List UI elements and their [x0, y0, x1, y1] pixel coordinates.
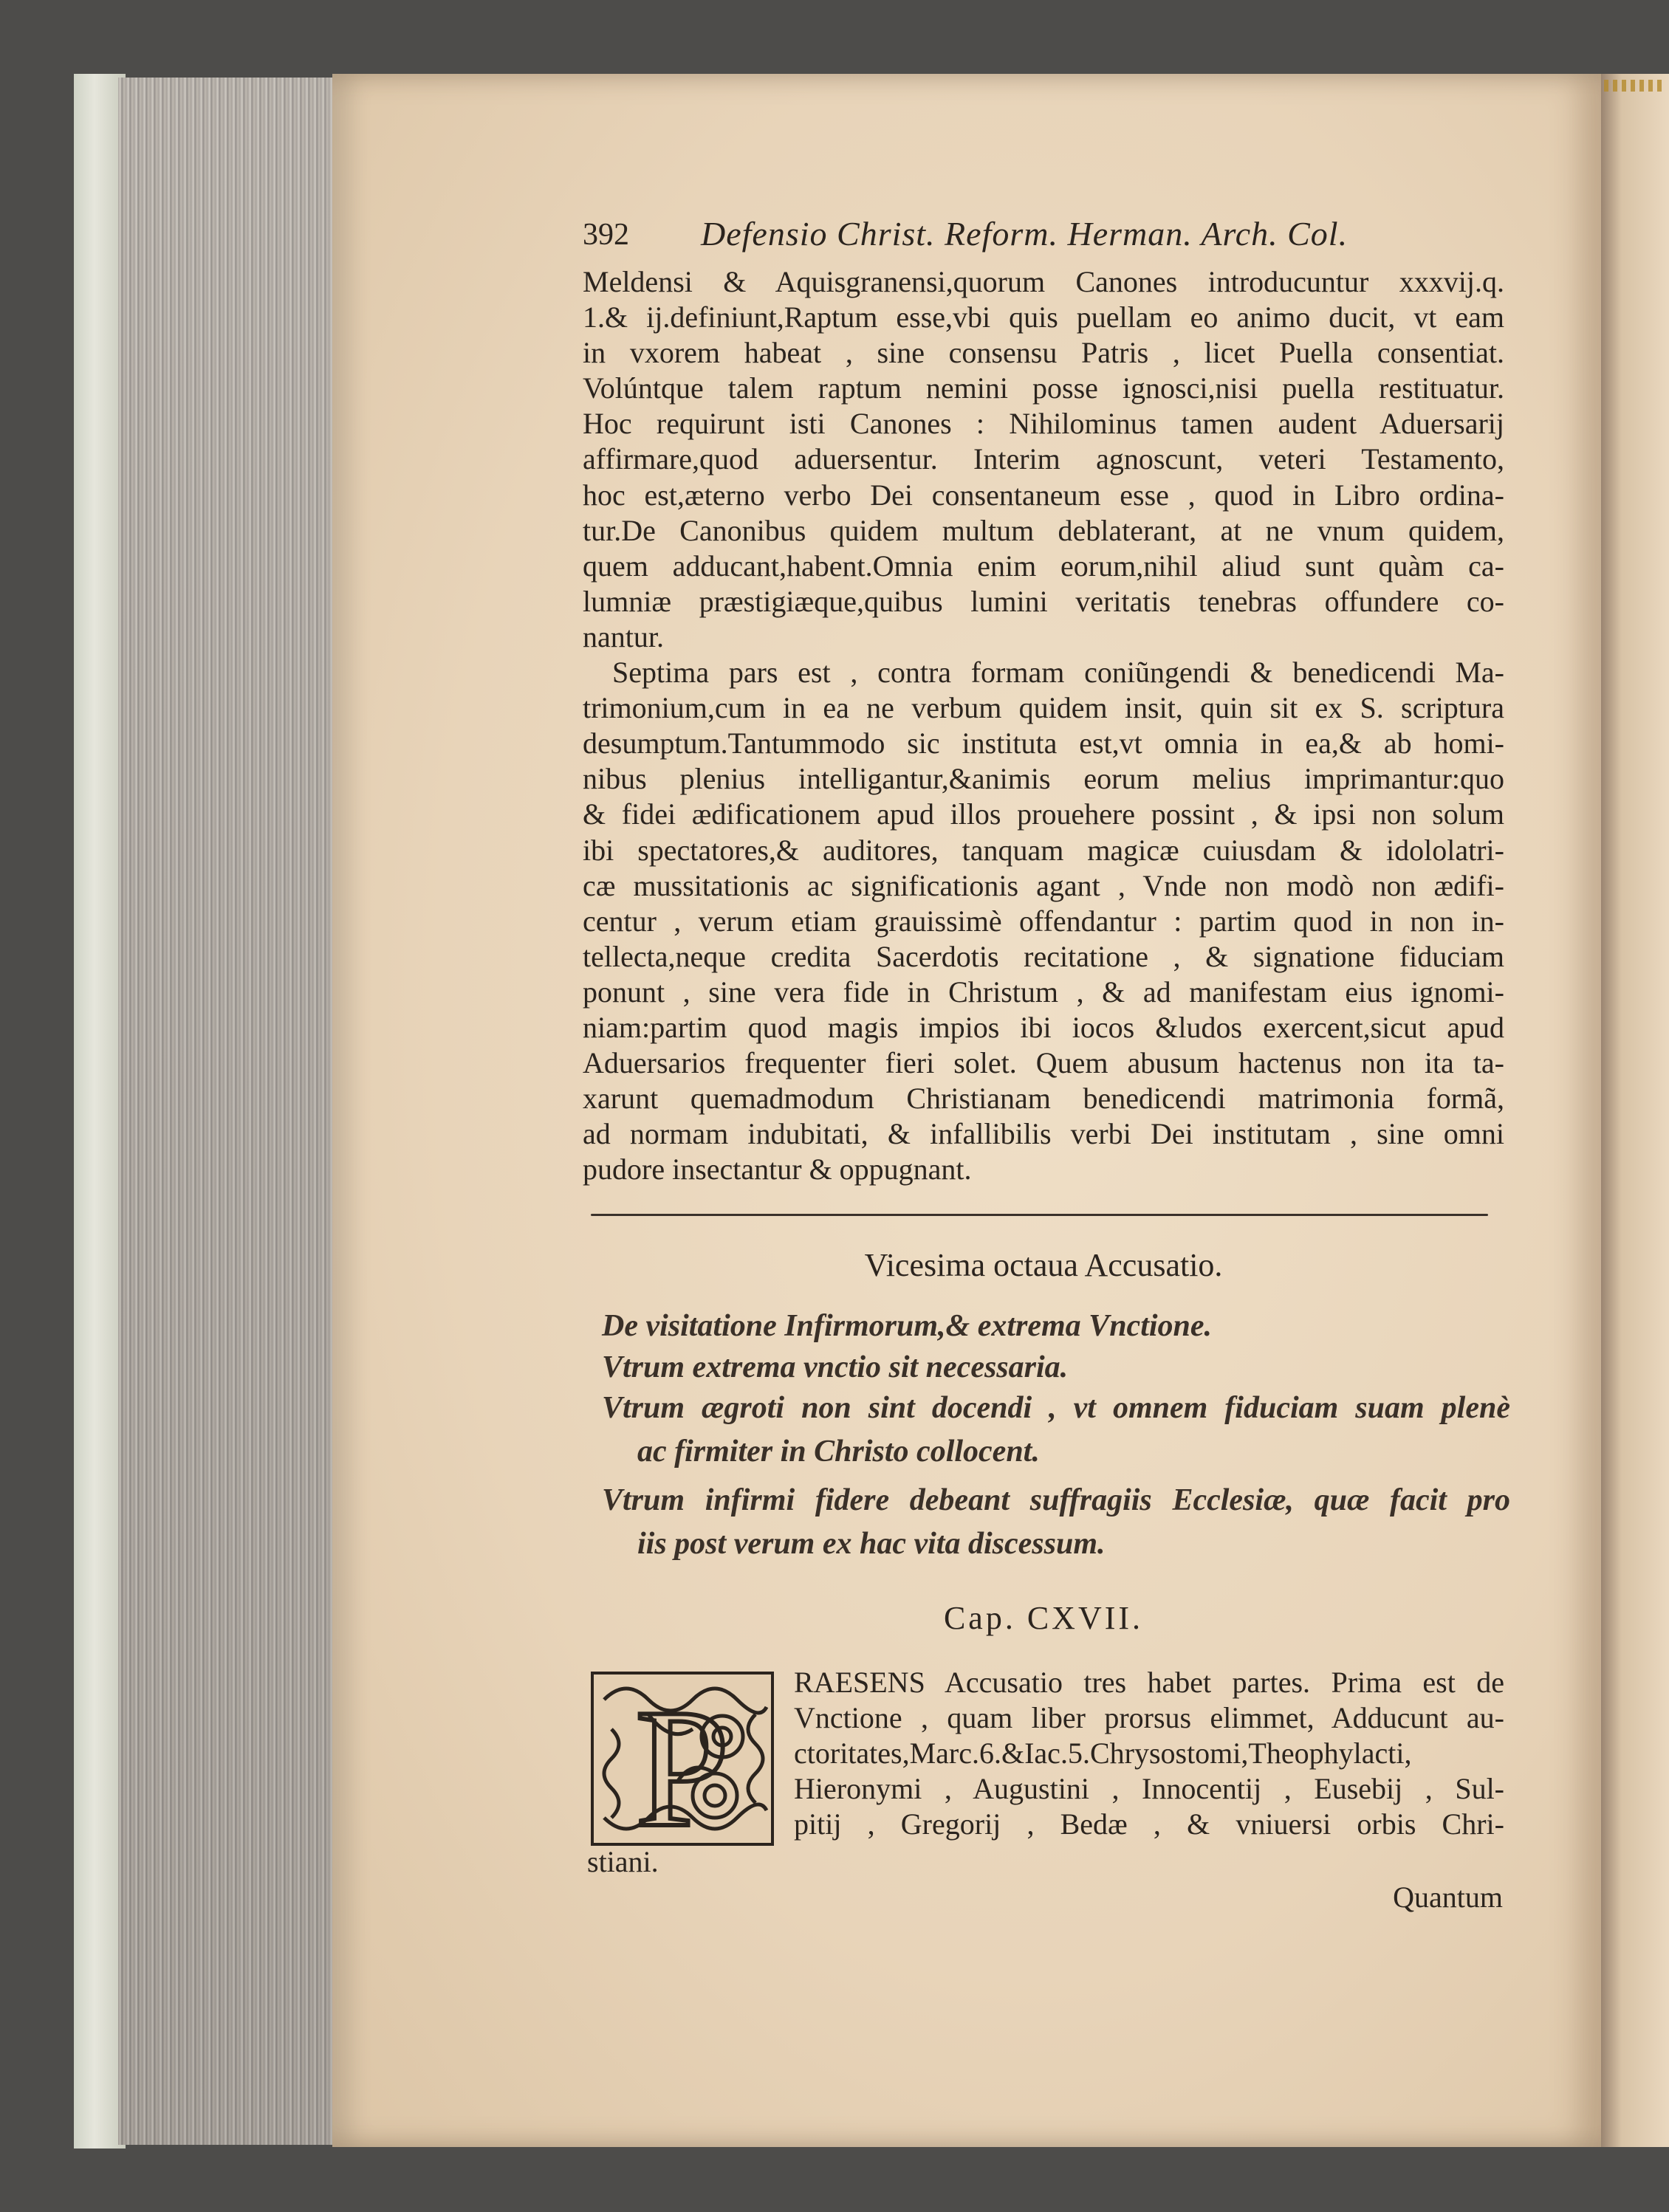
drop-cap-ornament	[589, 1670, 775, 1847]
text-line: lumniæ præstigiæque,quibus lumini veritatis tenebras offundere co-	[583, 584, 1504, 618]
topic-line: iis post verum ex hac vita discessum.	[637, 1527, 1106, 1561]
topic-line: De visitatione Infirmorum,& extrema Vnctione.	[602, 1309, 1213, 1343]
text-line: cæ mussitationis ac significationis agant , Vnde non modò non ædifi-	[583, 868, 1504, 902]
text-line: xarunt quemadmodum Christianam benedicendi matrimonia formã,	[583, 1082, 1504, 1116]
text-line: & fidei ædificationem apud illos prouehere possint , & ipsi non solum	[583, 797, 1504, 831]
topic-line: Vtrum infirmi fidere debeant suffragiis Ecclesiæ, quæ facit pro	[602, 1483, 1510, 1517]
text-line: Volúntque talem raptum nemini posse ignosci,nisi puella restituatur.	[583, 371, 1504, 405]
headband-ornament	[1604, 80, 1663, 92]
text-line: pudore insectantur & oppugnant.	[583, 1153, 972, 1186]
topic-line: ac firmiter in Christo collocent.	[637, 1435, 1040, 1469]
section-divider-rule	[591, 1214, 1488, 1216]
text-line: 1.& ij.definiunt,Raptum esse,vbi quis puellam eo animo ducit, vt eam	[583, 300, 1504, 334]
page-number: 392	[583, 218, 629, 252]
text-line: tur.De Canonibus quidem multum deblaterant, at ne vnum quidem,	[583, 513, 1504, 547]
page-fore-edges	[118, 78, 347, 2145]
text-line: nibus plenius intelligantur,&animis eorum melius imprimantur:quo	[583, 762, 1504, 796]
text-line: Vnctione , quam liber prorsus elimmet, Adducunt au-	[794, 1701, 1504, 1734]
text-line: Hoc requirunt isti Canones : Nihilominus tamen audent Aduersarij	[583, 407, 1504, 441]
running-title: Defensio Christ. Reform. Herman. Arch. Col.	[701, 215, 1348, 253]
chapter-heading: Cap. CXVII.	[943, 1600, 1144, 1636]
chapter-paragraph-last-line: stiani.	[587, 1845, 659, 1878]
text-line: Septima pars est , contra formam coniũngendi & benedicendi Ma-	[612, 656, 1504, 690]
text-line: niam:partim quod magis impios ibi iocos &ludos exercent,sicut apud	[583, 1010, 1504, 1044]
running-header	[583, 214, 1506, 258]
topic-line: Vtrum ægroti non sint docendi , vt omnem fiduciam suam plenè	[602, 1391, 1510, 1425]
text-line: ponunt , sine vera fide in Christum , & ad manifestam eius ignomi-	[583, 975, 1504, 1009]
text-line: trimonium,cum in ea ne verbum quidem insit, quin sit ex S. scriptura	[583, 691, 1504, 725]
text-line: quem adducant,habent.Omnia enim eorum,nihil aliud sunt quàm ca-	[583, 549, 1504, 583]
section-heading: Vicesima octaua Accusatio.	[864, 1247, 1223, 1283]
text-line: Meldensi & Aquisgranensi,quorum Canones introducuntur xxxvij.q.	[583, 265, 1504, 298]
drop-cap-letter: P	[635, 1674, 730, 1847]
catchword: Quantum	[1393, 1880, 1503, 1914]
text-line: desumptum.Tantummodo sic instituta est,vt omnia in ea,& ab homi-	[583, 727, 1504, 760]
topic-line: Vtrum extrema vnctio sit necessaria.	[602, 1350, 1069, 1384]
text-line: hoc est,æterno verbo Dei consentaneum esse , quod in Libro ordina-	[583, 478, 1504, 512]
facing-page-edge	[1601, 74, 1669, 2147]
text-line: affirmare,quod aduersentur. Interim agnoscunt, veteri Testamento,	[583, 442, 1504, 476]
text-line: pitij , Gregorij , Bedæ , & vniuersi orbis Chri-	[794, 1807, 1504, 1841]
text-line: RAESENS Accusatio tres habet partes. Prima est de	[794, 1666, 1504, 1699]
text-line: ibi spectatores,& auditores, tanquam magicæ cuiusdam & idololatri-	[583, 833, 1504, 867]
text-line: ctoritates,Marc.6.&Iac.5.Chrysostomi,Theophylacti,	[794, 1737, 1412, 1770]
text-line: ad normam indubitati, & infallibilis verbi Dei institutam , sine omni	[583, 1117, 1504, 1151]
text-line: Aduersarios frequenter fieri solet. Quem abusum hactenus non ita ta-	[583, 1046, 1504, 1080]
text-line: centur , verum etiam grauissimè offendantur : partim quod in non in-	[583, 904, 1504, 938]
text-line: tellecta,neque credita Sacerdotis recitatione , & signatione fiduciam	[583, 939, 1504, 973]
text-line: nantur.	[583, 619, 664, 653]
body-text	[583, 264, 1504, 1187]
text-line: in vxorem habeat , sine consensu Patris , licet Puella consentiat.	[583, 336, 1504, 370]
text-line: Hieronymi , Augustini , Innocentij , Eusebij , Sul-	[794, 1772, 1504, 1805]
chapter-paragraph	[794, 1665, 1504, 1842]
